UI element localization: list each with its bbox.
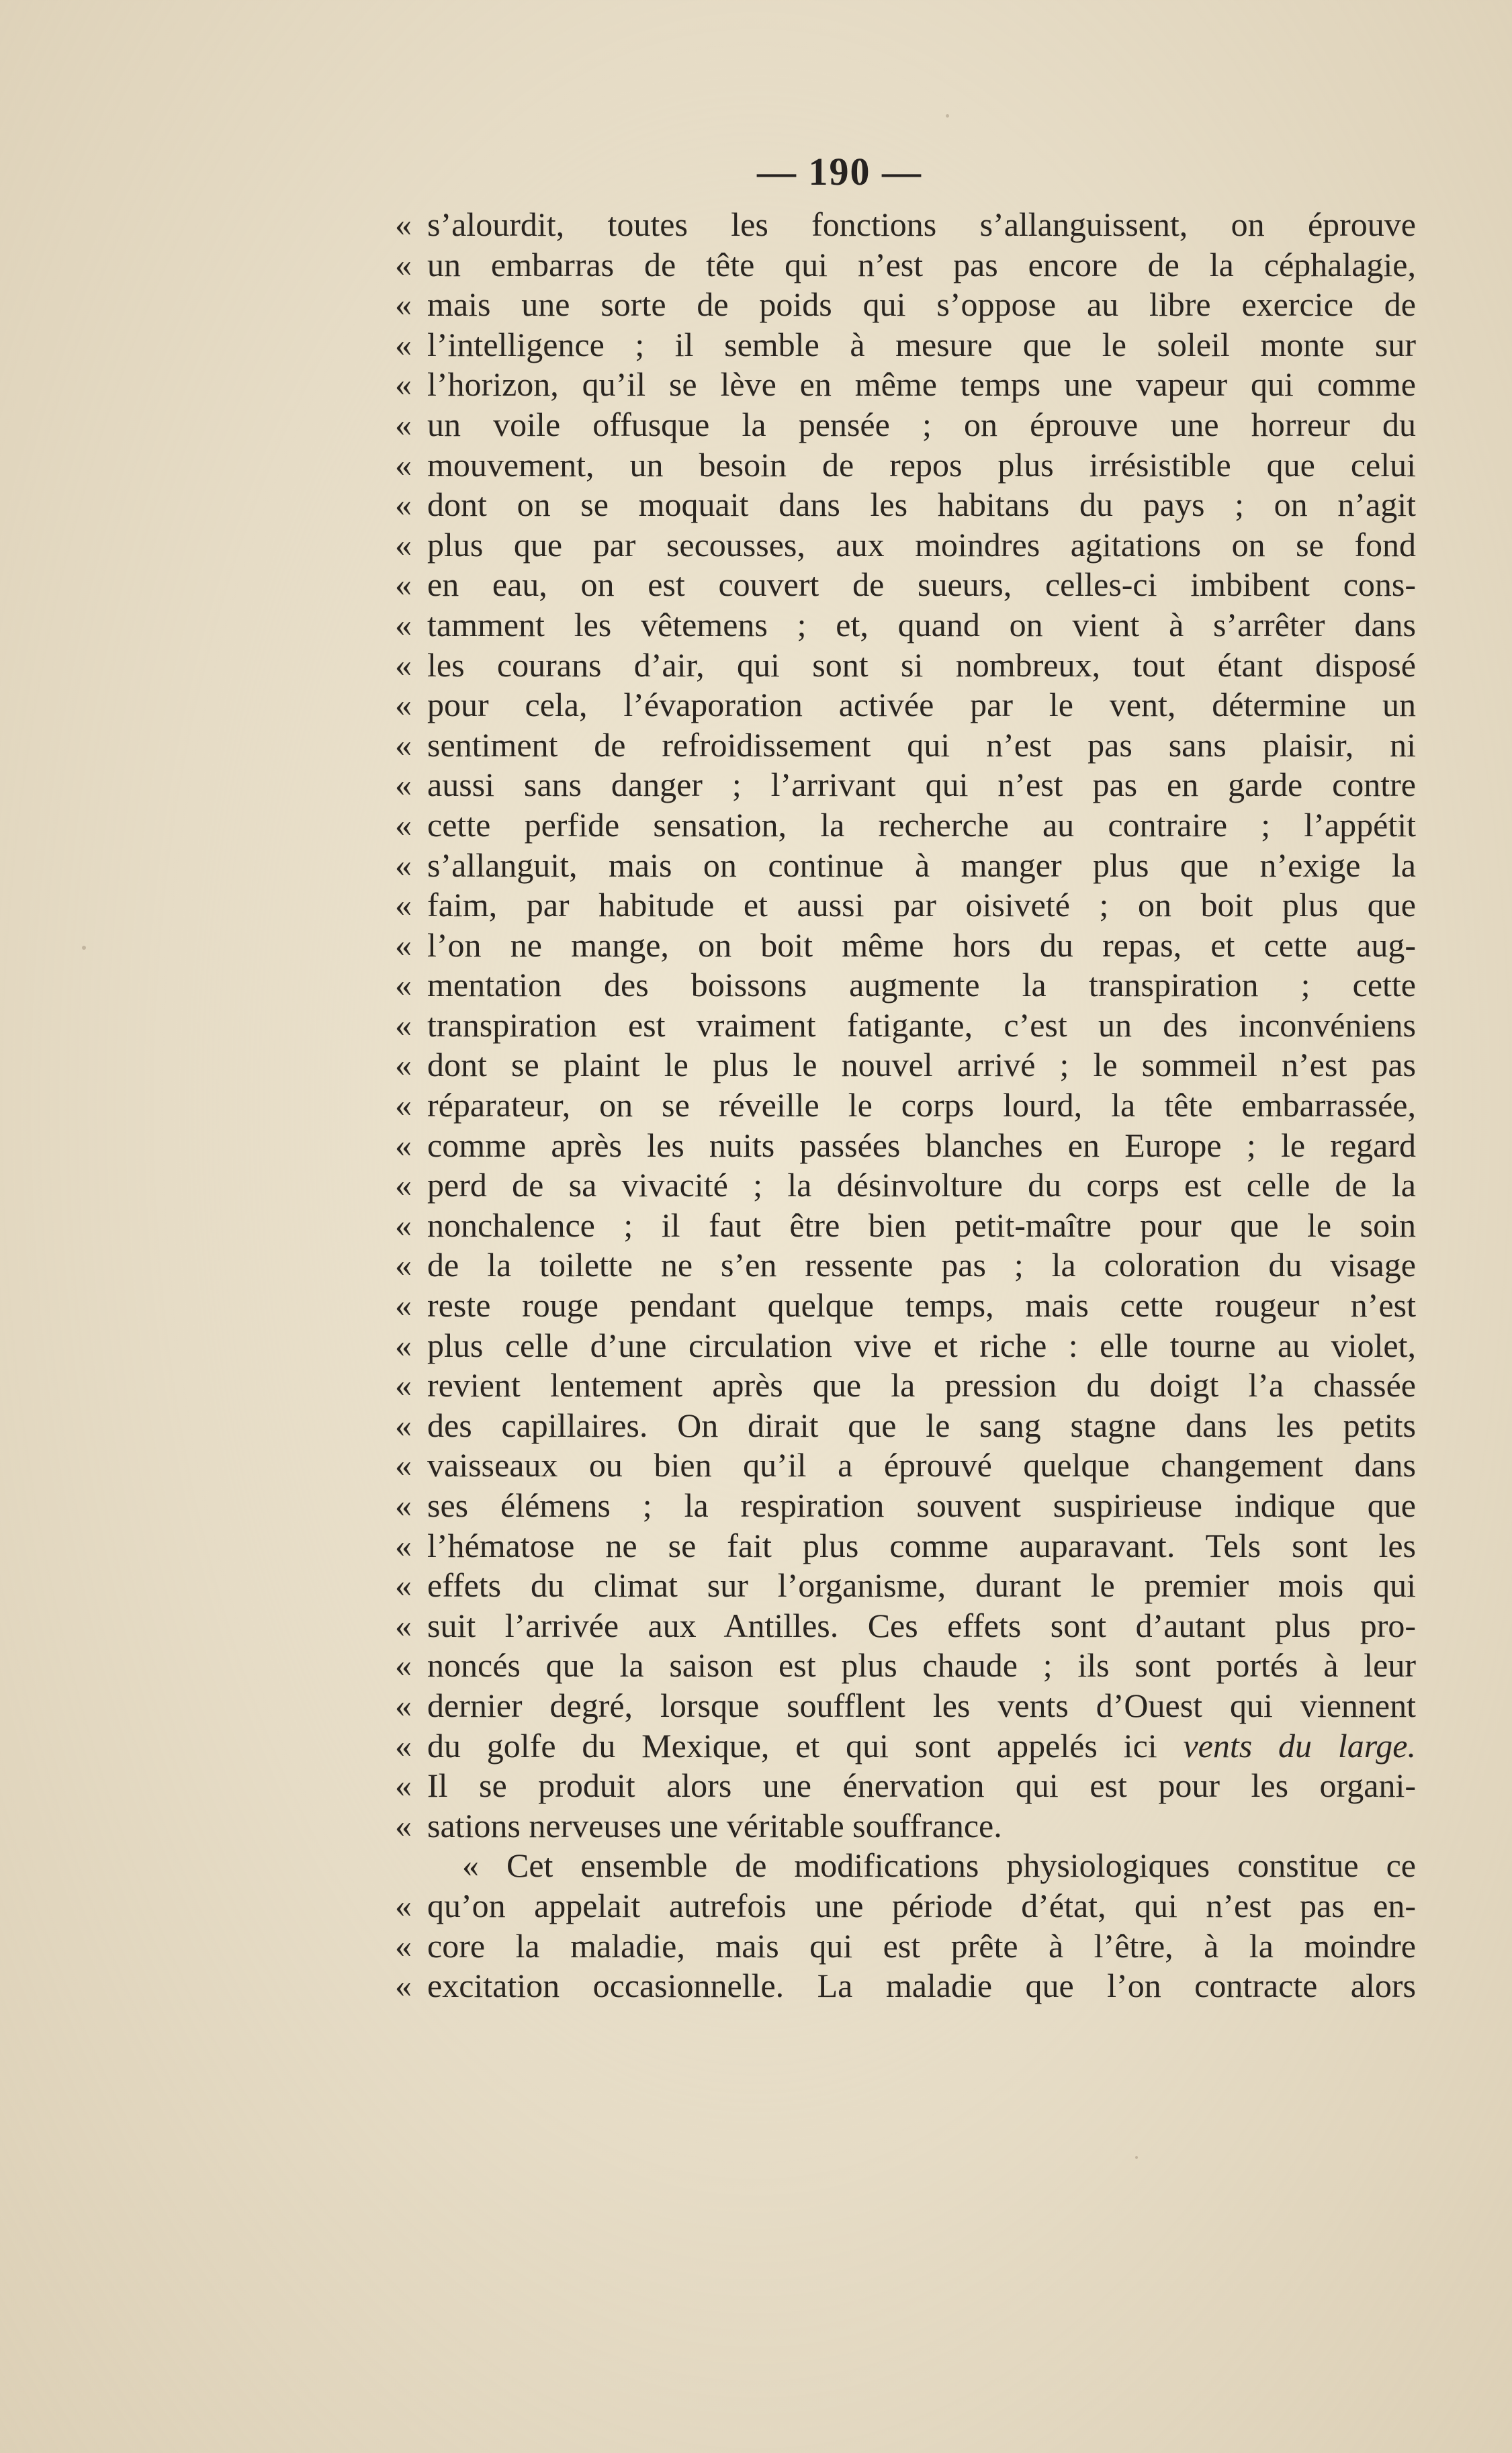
text-line xyxy=(395,1126,1416,1166)
line-text: Il se produit alors une énervation qui est pour les organi- xyxy=(427,1767,1416,1805)
text-line xyxy=(395,1006,1416,1046)
text-line xyxy=(395,405,1416,445)
text-line xyxy=(395,1566,1416,1606)
text-line xyxy=(395,1245,1416,1286)
text-line xyxy=(395,1726,1416,1767)
quote-mark: « xyxy=(395,1206,412,1244)
text-line xyxy=(395,965,1416,1006)
quote-mark: « xyxy=(395,1767,412,1805)
text-line xyxy=(395,1646,1416,1686)
line-text: reste rouge pendant quelque temps, mais cette rougeur n’est xyxy=(427,1286,1416,1325)
line-text: vaisseaux ou bien qu’il a éprouvé quelque changement dans xyxy=(427,1446,1416,1484)
line-text: plus celle d’une circulation vive et riche : elle tourne au violet, xyxy=(427,1326,1416,1364)
line-text: les courans d’air, qui sont si nombreux, tout étant disposé xyxy=(427,645,1416,684)
text-line xyxy=(395,485,1416,525)
text-line xyxy=(395,926,1416,966)
line-text: du golfe du Mexique, et qui sont appelés ici vents du large. xyxy=(427,1726,1417,1765)
quote-mark: « xyxy=(395,1967,412,2005)
text-line xyxy=(395,1445,1416,1486)
page-number: — 190 — xyxy=(757,150,922,193)
quote-mark: « xyxy=(395,686,412,724)
line-text: des capillaires. On dirait que le sang stagne dans les petits xyxy=(427,1406,1416,1444)
line-text: de la toilette ne s’en ressente pas ; la coloration du visage xyxy=(427,1246,1416,1284)
quote-mark: « xyxy=(395,966,412,1004)
quote-mark: « xyxy=(395,1726,412,1765)
line-text: en eau, on est couvert de sueurs, celles-ci imbibent cons- xyxy=(427,566,1416,604)
line-text: effets du climat sur l’organisme, durant le premier mois qui xyxy=(427,1566,1416,1605)
line-text: revient lentement après que la pression du doigt l’a chassée xyxy=(427,1366,1416,1404)
line-text: dont se plaint le plus le nouvel arrivé ; le sommeil n’est pas xyxy=(427,1046,1416,1084)
text-line xyxy=(395,205,1416,245)
line-text: l’hématose ne se fait plus comme auparavant. Tels sont les xyxy=(427,1526,1416,1564)
line-text: perd de sa vivacité ; la désinvolture du corps est celle de la xyxy=(427,1166,1416,1204)
line-text: suit l’arrivée aux Antilles. Ces effets sont d’autant plus pro- xyxy=(427,1606,1416,1644)
quote-mark: « xyxy=(395,525,412,564)
line-text: dernier degré, lorsque soufflent les vents d’Ouest qui viennent xyxy=(427,1686,1416,1724)
text-line xyxy=(395,565,1416,605)
line-text: sentiment de refroidissement qui n’est pas sans plaisir, ni xyxy=(427,725,1416,764)
line-text: comme après les nuits passées blanches en Europe ; le regard xyxy=(427,1126,1416,1164)
text-line xyxy=(395,1326,1416,1366)
text-line xyxy=(395,1406,1416,1446)
quote-mark: « xyxy=(395,206,412,243)
text-line xyxy=(395,1926,1416,1967)
text-line xyxy=(395,1806,1416,1846)
quote-mark: « xyxy=(395,926,412,964)
line-text: un embarras de tête qui n’est pas encore de la céphalagie, xyxy=(427,245,1416,283)
quote-mark: « xyxy=(395,1926,412,1965)
text-line xyxy=(395,1526,1416,1566)
quote-mark: « xyxy=(395,1606,412,1644)
line-text: tamment les vêtemens ; et, quand on vient à s’arrêter dans xyxy=(427,605,1416,643)
text-line xyxy=(395,1686,1416,1726)
text-line xyxy=(395,445,1416,486)
text-line xyxy=(395,885,1416,926)
quote-mark: « xyxy=(395,566,412,604)
quote-mark: « xyxy=(395,1366,412,1404)
quote-mark: « xyxy=(395,645,412,684)
line-text: un voile offusque la pensée ; on éprouve une horreur du xyxy=(427,405,1416,443)
text-line xyxy=(395,846,1416,886)
line-text: ses élémens ; la respiration souvent suspirieuse indique que xyxy=(427,1486,1416,1524)
line-text: qu’on appelait autrefois une période d’état, qui n’est pas en- xyxy=(427,1886,1416,1924)
paper-speck xyxy=(1135,2156,1138,2159)
line-text: sations nerveuses une véritable souffrance. xyxy=(427,1806,1002,1844)
quote-mark: « xyxy=(395,1166,412,1204)
quote-mark: « xyxy=(395,1006,412,1044)
text-line xyxy=(395,725,1416,766)
quote-mark: « xyxy=(395,1806,412,1844)
quote-mark: « xyxy=(395,1126,412,1164)
text-line xyxy=(395,365,1416,405)
text-line xyxy=(395,285,1416,325)
quote-mark: « xyxy=(395,405,412,443)
line-text: plus que par secousses, aux moindres agitations on se fond xyxy=(427,525,1416,564)
text-line xyxy=(395,525,1416,566)
paper-speck xyxy=(946,114,949,118)
line-text: « Cet ensemble de modifications physiologiques constitue ce xyxy=(462,1846,1416,1885)
quote-mark: « xyxy=(395,486,412,524)
line-text: réparateur, on se réveille le corps lourd, la tête embarrassée, xyxy=(427,1086,1416,1124)
quote-mark: « xyxy=(395,725,412,764)
text-line xyxy=(395,1085,1416,1126)
text-line xyxy=(395,1766,1416,1806)
text-line xyxy=(395,1045,1416,1085)
line-text: excitation occasionnelle. La maladie que l’on contracte alors xyxy=(427,1967,1416,2005)
quote-mark: « xyxy=(395,1686,412,1724)
text-line xyxy=(395,1286,1416,1326)
text-line xyxy=(395,1966,1416,2006)
text-line xyxy=(395,1486,1416,1526)
line-text: aussi sans danger ; l’arrivant qui n’est pas en garde contre xyxy=(427,766,1416,804)
paper-speck xyxy=(82,946,86,950)
quote-mark: « xyxy=(395,285,412,324)
quote-mark: « xyxy=(395,1886,412,1924)
line-text: nonchalence ; il faut être bien petit-maître pour que le soin xyxy=(427,1206,1416,1244)
quote-mark: « xyxy=(395,605,412,643)
text-line xyxy=(395,685,1416,725)
quote-mark: « xyxy=(395,445,412,484)
quote-mark: « xyxy=(395,766,412,804)
text-line xyxy=(395,1206,1416,1246)
text-line xyxy=(395,765,1416,805)
quote-mark: « xyxy=(395,245,412,283)
body-text xyxy=(395,205,1416,2006)
text-line xyxy=(395,1846,1416,1886)
quote-mark: « xyxy=(395,1046,412,1084)
quote-mark: « xyxy=(395,1286,412,1325)
line-text: dont on se moquait dans les habitans du pays ; on n’agit xyxy=(427,486,1416,524)
line-text: l’horizon, qu’il se lève en même temps une vapeur qui comme xyxy=(427,365,1416,404)
quote-mark: « xyxy=(395,805,412,844)
line-text: mouvement, un besoin de repos plus irrésistible que celui xyxy=(427,445,1416,484)
line-text: transpiration est vraiment fatigante, c’est un des inconvéniens xyxy=(427,1006,1416,1044)
quote-mark: « xyxy=(395,1486,412,1524)
quote-mark: « xyxy=(395,365,412,404)
line-text: pour cela, l’évaporation activée par le vent, détermine un xyxy=(427,686,1416,724)
quote-mark: « xyxy=(395,1246,412,1284)
text-line xyxy=(395,805,1416,846)
text-line xyxy=(395,245,1416,285)
text-line xyxy=(395,645,1416,686)
text-line xyxy=(395,1366,1416,1406)
quote-mark: « xyxy=(395,325,412,363)
quote-mark: « xyxy=(395,1086,412,1124)
line-text: s’alourdit, toutes les fonctions s’allanguissent, on éprouve xyxy=(427,206,1416,243)
quote-mark: « xyxy=(395,1326,412,1364)
quote-mark: « xyxy=(395,1446,412,1484)
quote-mark: « xyxy=(395,1566,412,1605)
line-text: noncés que la saison est plus chaude ; ils sont portés à leur xyxy=(427,1646,1416,1685)
quote-mark: « xyxy=(395,886,412,924)
line-text: faim, par habitude et aussi par oisiveté ; on boit plus que xyxy=(427,886,1416,924)
quote-mark: « xyxy=(395,1646,412,1685)
line-text: mentation des boissons augmente la transpiration ; cette xyxy=(427,966,1416,1004)
text-line xyxy=(395,325,1416,365)
line-text: core la maladie, mais qui est prête à l’être, à la moindre xyxy=(427,1926,1416,1965)
text-line xyxy=(395,1606,1416,1646)
quote-mark: « xyxy=(395,1406,412,1444)
line-text: cette perfide sensation, la recherche au contraire ; l’appétit xyxy=(427,805,1416,844)
quote-mark: « xyxy=(395,846,412,884)
text-line xyxy=(395,605,1416,645)
quote-mark: « xyxy=(395,1526,412,1564)
line-text: mais une sorte de poids qui s’oppose au libre exercice de xyxy=(427,285,1416,324)
line-text: l’intelligence ; il semble à mesure que le soleil monte sur xyxy=(427,325,1416,363)
text-line xyxy=(395,1165,1416,1206)
text-line xyxy=(395,1886,1416,1926)
line-text: l’on ne mange, on boit même hors du repas, et cette aug- xyxy=(427,926,1416,964)
line-text: s’allanguit, mais on continue à manger plus que n’exige la xyxy=(427,846,1416,884)
